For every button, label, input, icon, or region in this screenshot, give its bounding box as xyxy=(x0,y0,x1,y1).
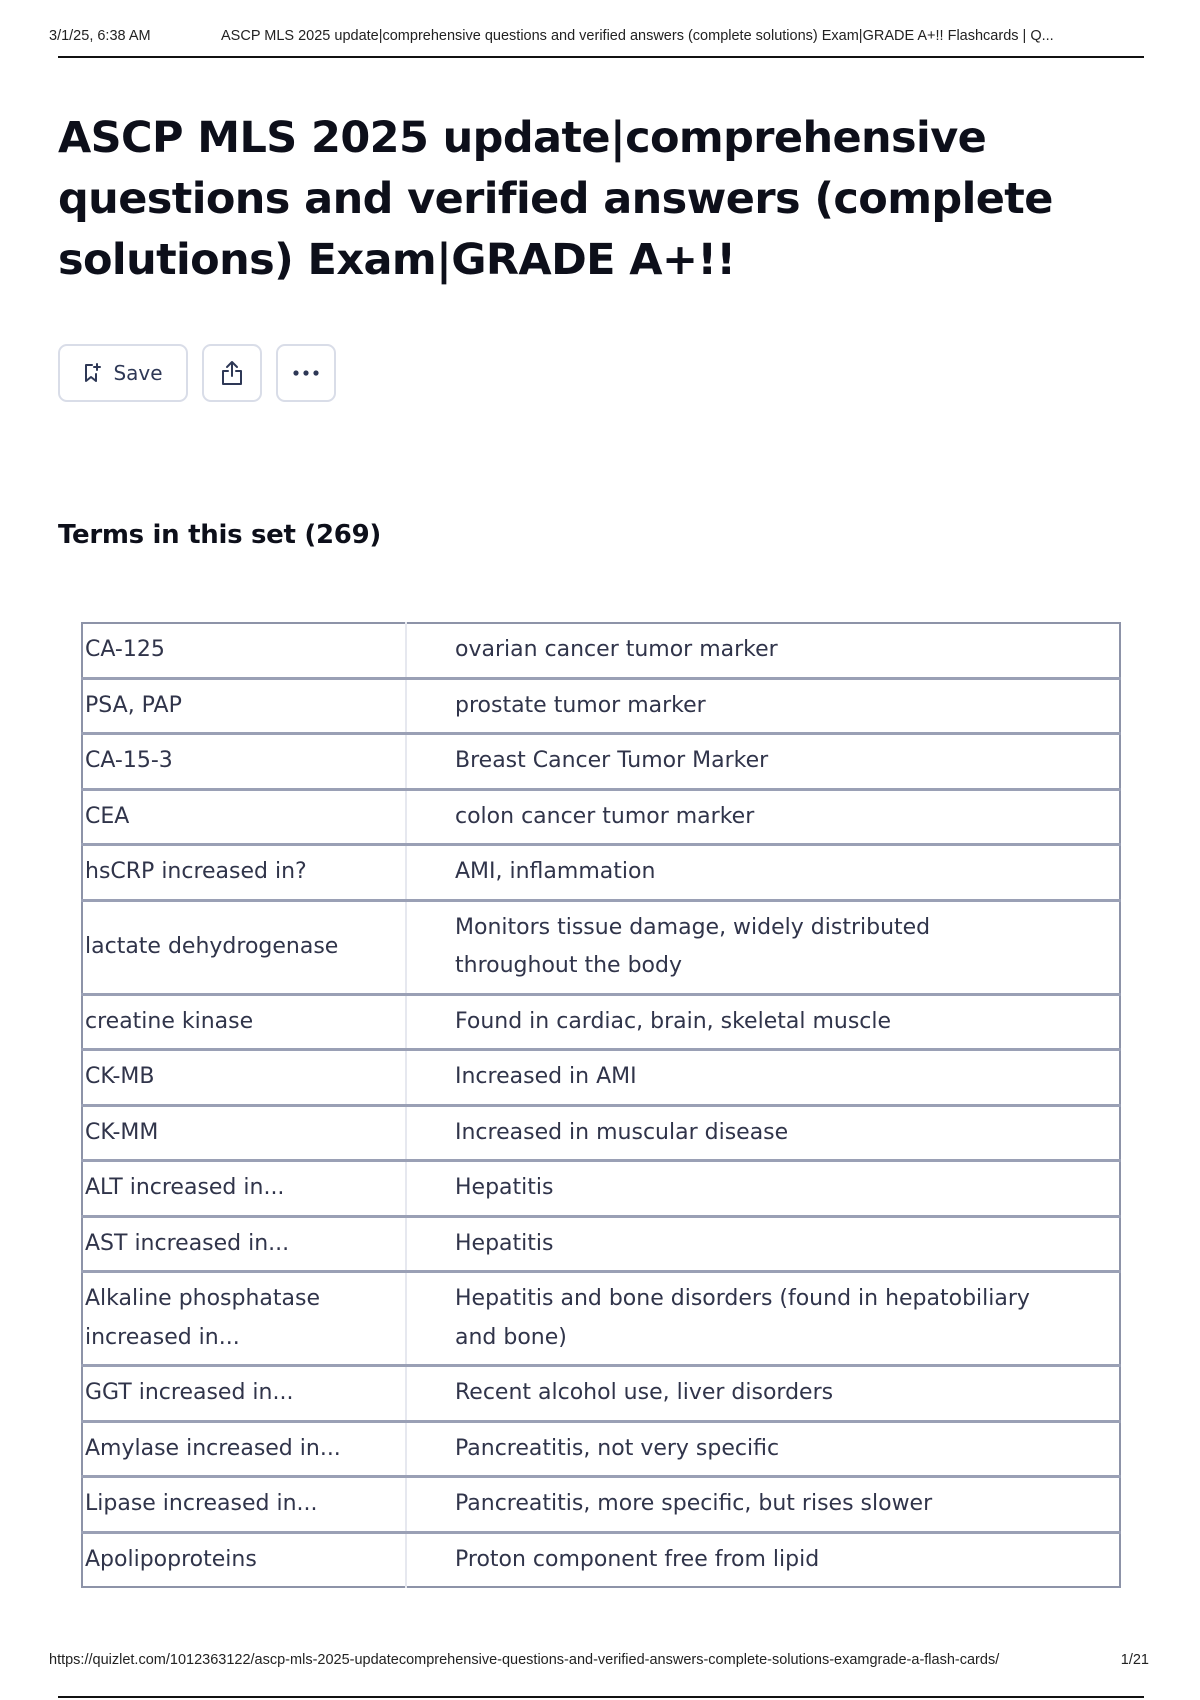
definition-cell: Hepatitis xyxy=(455,1230,554,1256)
term-row xyxy=(82,1366,1120,1422)
term-row xyxy=(82,1216,1120,1272)
bookmark-add-icon xyxy=(83,363,101,383)
definition-cell: Increased in muscular disease xyxy=(455,1119,789,1145)
print-datetime: 3/1/25, 6:38 AM xyxy=(49,28,151,44)
share-icon xyxy=(220,360,244,386)
term-cell: CA-125 xyxy=(82,623,406,678)
definition-cell: Increased in AMI xyxy=(455,1064,637,1089)
definition-cell: ovarian cancer tumor marker xyxy=(455,637,778,662)
term-row xyxy=(82,1272,1120,1366)
print-url: https://quizlet.com/1012363122/ascp-mls-2025-updatecomprehensive-questions-and-verified-answers-complete-solutions-examgrade-a-flash-cards/ xyxy=(49,1652,1000,1668)
more-options-button[interactable] xyxy=(276,344,336,402)
footer-rule xyxy=(58,1696,1144,1698)
term-row xyxy=(82,734,1120,790)
page-title: ASCP MLS 2025 update|comprehensive questions and verified answers (complete solutions) Exam|GRADE A+!! xyxy=(58,113,1053,285)
page-indicator: 1/21 xyxy=(1120,1652,1149,1668)
term-cell: ALT increased in... xyxy=(82,1161,406,1217)
terms-table xyxy=(81,622,1121,1588)
definition-cell: AMI, inflammation xyxy=(455,859,656,884)
definition-cell: Hepatitis xyxy=(455,1175,554,1200)
term-row xyxy=(82,1161,1120,1217)
term-cell: CK-MM xyxy=(82,1105,406,1161)
definition-cell: Hepatitis and bone disorders (found in hepatobiliary and bone) xyxy=(455,1286,1030,1350)
print-header xyxy=(49,28,1151,44)
save-button[interactable] xyxy=(58,344,188,402)
term-cell: AST increased in... xyxy=(82,1216,406,1272)
term-row xyxy=(82,994,1120,1050)
term-row xyxy=(82,1050,1120,1106)
term-row xyxy=(82,1532,1120,1587)
print-document-title: ASCP MLS 2025 update|comprehensive questions and verified answers (complete solutions) Exam|GRADE A+!! Flashcards | Q... xyxy=(221,28,1054,44)
definition-cell: Monitors tissue damage, widely distributed throughout the body xyxy=(455,914,931,978)
definition-cell: Recent alcohol use, liver disorders xyxy=(455,1380,834,1405)
term-cell: Apolipoproteins xyxy=(82,1532,406,1587)
definition-cell: Found in cardiac, brain, skeletal muscle xyxy=(455,1008,892,1034)
definition-cell: Pancreatitis, more specific, but rises slower xyxy=(455,1491,933,1516)
term-row xyxy=(82,623,1120,678)
term-row xyxy=(82,1477,1120,1533)
term-row xyxy=(82,678,1120,734)
definition-cell: prostate tumor marker xyxy=(455,692,706,718)
term-row xyxy=(82,1105,1120,1161)
share-button[interactable] xyxy=(202,344,262,402)
save-button-label: Save xyxy=(113,361,163,385)
term-cell: creatine kinase xyxy=(82,994,406,1050)
terms-section-title: Terms in this set (269) xyxy=(58,520,381,550)
term-cell: hsCRP increased in? xyxy=(82,845,406,901)
definition-cell: colon cancer tumor marker xyxy=(455,803,755,829)
term-row xyxy=(82,1421,1120,1477)
term-row xyxy=(82,845,1120,901)
term-row xyxy=(82,900,1120,994)
term-cell: CK-MB xyxy=(82,1050,406,1106)
print-footer xyxy=(49,1652,1153,1668)
term-cell: Alkaline phosphatase increased in... xyxy=(82,1272,406,1366)
term-cell: PSA, PAP xyxy=(82,678,406,734)
term-cell: Amylase increased in... xyxy=(82,1421,406,1477)
definition-cell: Pancreatitis, not very specific xyxy=(455,1435,780,1461)
definition-cell: Proton component free from lipid xyxy=(455,1546,820,1572)
more-options-icon xyxy=(293,370,319,376)
action-bar xyxy=(58,344,336,402)
term-row xyxy=(82,789,1120,845)
term-cell: CEA xyxy=(82,789,406,845)
header-rule xyxy=(58,56,1144,58)
term-cell: CA-15-3 xyxy=(82,734,406,790)
term-cell: lactate dehydrogenase xyxy=(82,900,406,994)
term-cell: Lipase increased in... xyxy=(82,1477,406,1533)
term-cell: GGT increased in... xyxy=(82,1366,406,1422)
definition-cell: Breast Cancer Tumor Marker xyxy=(455,748,769,773)
